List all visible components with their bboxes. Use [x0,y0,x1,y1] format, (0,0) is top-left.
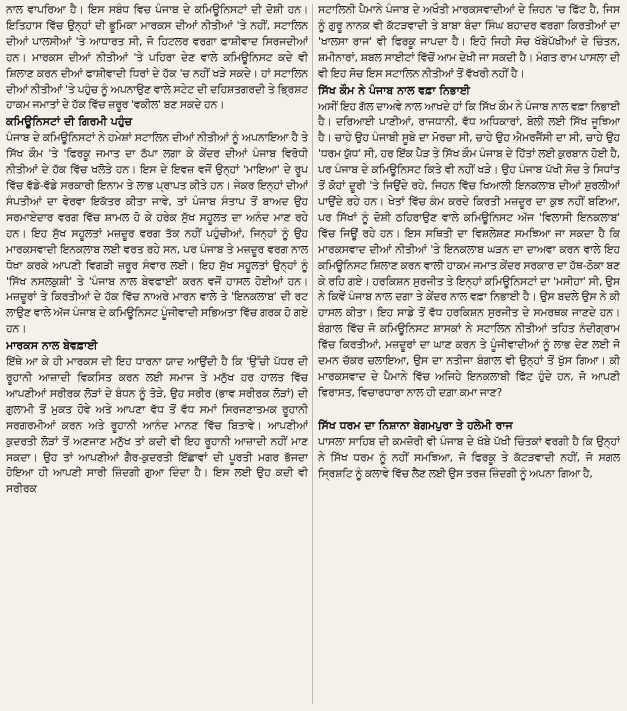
right-paragraph-3: ਪਾਸਲਾ ਸਾਹਿਬ ਦੀ ਕਮਜ਼ੋਰੀ ਵੀ ਪੰਜਾਬ ਦੇ ਖੱਬੇ ਪੱਖੀ ਚਿੰਤਕਾਂ ਵਰਗੀ ਹੈ ਕਿ ਉਨ੍ਹਾਂ ਨੇ ਸਿੱਖ ਧਰਮ ਨੂੰ ਨਹੀਂ ਸਮਝਿਆ, ਜੋ ਫਿਰਕੂ ਤੇ ਕੱਟੜਵਾਦੀ ਨਹੀਂ, ਜੋ ਸਗਲ ਸ੍ਰਿਸ਼ਟਿ ਨੂੰ ਕਲਾਵੇ ਵਿੱਚ ਲੈਣ ਲਈ ਉਸ ਤਰਜ਼ ਜ਼ਿੰਦਗੀ ਨੂੰ ਅਪਨਾ ਗਿਆ ਹੈ, [318,434,620,480]
left-column [6,2,308,711]
left-paragraph-2: ਪੰਜਾਬ ਦੇ ਕਮਿਊਨਿਸਟਾਂ ਨੇ ਹਮੇਸ਼ਾਂ ਸਟਾਲਿਨ ਦੀਆਂ ਨੀਤੀਆਂ ਨੂੰ ਅਪਨਾਇਆ ਹੈ ਤੇ ਸਿੱਖ ਕੌਮ 'ਤੇ 'ਫਿਰਕੂ ਜਮਾਤ ਦਾ ਠੱਪਾ ਲਗਾ ਕੇ ਕੇਂਦਰ ਦੀਆਂ ਪੰਜਾਬ ਵਿਰੋਧੀ ਨੀਤੀਆਂ ਦੇ ਹੱਕ ਵਿੱਚ ਖਲੋਤੇ ਹਨ। ਇਸ ਦੇ ਇਵਜ਼ ਵਜੋਂ ਉਨ੍ਹਾਂ 'ਮਾਇਆ' ਦੇ ਰੂਪ ਵਿੱਚ ਵੱਡੇ-ਵੱਡੇ ਸਰਕਾਰੀ ਇਨਾਮ ਤੇ ਲਾਭ ਪ੍ਰਾਪਤ ਕੀਤੇ ਹਨ। ਜੇਕਰ ਇਨ੍ਹਾਂ ਦੀਆਂ ਸੰਪਤੀਆਂ ਦਾ ਵੇਰਵਾ ਇਕੱਤਰ ਕੀਤਾ ਜਾਵੇ, ਤਾਂ ਪੰਜਾਬ ਸੰਤਾਪ ਤੋਂ ਬਾਅਦ ਉਹ ਸਰਮਾਏਦਾਰ ਵਰਗ ਵਿੱਚ ਸ਼ਾਮਲ ਹੋ ਕੇ ਹਰੇਕ ਸੁੱਖ ਸਹੂਲਤ ਦਾ ਅਨੰਦ ਮਾਣ ਰਹੇ ਹਨ। ਇਹ ਸੁੱਖ ਸਹੂਲਤਾਂ ਮਜ਼ਦੂਰ ਵਰਗ ਤੱਕ ਨਹੀਂ ਪਹੁੰਚੀਆਂ, ਜਿਨ੍ਹਾਂ ਨੂੰ ਉਹ ਮਾਰਕਸਵਾਦੀ ਇਨਕਲਾਬ ਲਈ ਵਰਤ ਰਹੇ ਸਨ, ਪਰ ਪੰਜਾਬ ਤੇ ਮਜ਼ਦੂਰ ਵਰਗ ਨਾਲ ਧੋਖਾ ਕਰਕੇ ਆਪਣੀ ਵਿਗੜੀ ਜ਼ਰੂਰ ਸੰਵਾਰ ਲਈ। ਇਹ ਸੁੱਖ ਸਹੂਲਤਾਂ ਉਨ੍ਹਾਂ ਨੂੰ 'ਸਿੱਖ ਨਸਲਕੁਸ਼ੀ' ਤੇ 'ਪੰਜਾਬ ਨਾਲ ਬੇਵਫਾਈ' ਕਰਨ ਵਜੋਂ ਹਾਸਲ ਹੋਈਆਂ ਹਨ। ਮਜ਼ਦੂਰਾਂ ਤੇ ਕਿਰਤੀਆਂ ਦੇ ਹੱਕ ਵਿੱਚ ਨਾਅਰੇ ਮਾਰਨ ਵਾਲੇ ਤੇ 'ਇਨਕਲਾਬ' ਦੀ ਰਟ ਲਾਉਣ ਵਾਲੇ ਅੱਜ ਪੰਜਾਬ ਦੇ ਕਮਿਊਨਿਸਟ ਪੂੰਜੀਵਾਦੀ ਸਭਿਅਤਾ ਵਿੱਚ ਗਰਕ ਹੋ ਗਏ ਹਨ। [6,131,308,336]
right-column [318,2,620,711]
right-heading-3: ਸਿੱਖ ਧਰਮ ਦਾ ਨਿਸ਼ਾਨਾ ਬੇਗਮਪੁਰਾ ਤੇ ਹਲੇਮੀ ਰਾਜ [318,418,513,432]
right-heading-2: ਸਿੱਖ ਕੌਮ ਨੇ ਪੰਜਾਬ ਨਾਲ ਵਫ਼ਾ ਨਿਭਾਈ [318,83,470,97]
left-paragraph-1: ਨਾਲ ਵਾਪਰਿਆ ਹੈ। ਇਸ ਸਬੰਧ ਵਿਚ ਪੰਜਾਬ ਦੇ ਕਮਿਊਨਿਸਟਾਂ ਦੀ ਦੋਸ਼ੀ ਹਨ। ਇਤਿਹਾਸ ਵਿੱਚ ਉਨ੍ਹਾਂ ਦੀ ਭੂਮਿਕਾ ਮਾਰਕਸ ਦੀਆਂ ਨੀਤੀਆਂ 'ਤੇ ਨਹੀਂ, ਸਟਾਲਿਨ ਦੀਆਂ ਪਾਲਸੀਆਂ 'ਤੇ ਆਧਾਰਤ ਸੀ, ਜੋ ਹਿਟਲਰ ਵਰਗਾ ਫਾਸ਼ੀਵਾਦ ਸਿਰਜਦੀਆਂ ਹਨ। ਮਾਰਕਸ ਦੀਆਂ ਨੀਤੀਆਂ 'ਤੇ ਪਹਿਰਾ ਦੇਣ ਵਾਲੇ ਕਮਿਊਨਿਸਟ ਕਦੇ ਵੀ ਸ਼ਿਲਾਣ ਕਰਨ ਦੀਆਂ ਫਾਸ਼ੀਵਾਦੀ ਧਿਰਾਂ ਦੇ ਹੱਕ 'ਚ ਨਹੀਂ ਖੜੇ ਸਕਦੇ। ਹਾਂ ਸਟਾਲਿਨ ਦੀਆਂ ਨੀਤੀਆਂ 'ਤੇ ਪਹੁੰਚ ਨੂੰ ਅਪਨਾਉਣ ਵਾਲੇ ਸਟੇਟ ਦੀ ਦਹਿਸ਼ਤਗਰਦੀ ਤੇ ਭ੍ਰਿਸ਼ਟ ਹਾਕਮ ਜਮਾਤਾਂ ਦੇ ਹੱਕ ਵਿੱਚ ਜ਼ਰੂਰ 'ਵਕੀਲ' ਬਣ ਸਕਦੇ ਹਨ। [6,3,308,112]
right-paragraph-2: ਅਸੀਂ ਇਹ ਗੱਲ ਦਾਅਵੇ ਨਾਲ ਆਖਦੇ ਹਾਂ ਕਿ ਸਿੱਖ ਕੌਮ ਨੇ ਪੰਜਾਬ ਨਾਲ ਵਫ਼ਾ ਨਿਭਾਈ ਹੈ। ਦਰਿਆਈ ਪਾਣੀਆਂ, ਰਾਜਧਾਨੀ, ਵੱਧ ਅਧਿਕਾਰਾਂ, ਬੋਲੀ ਲਈ ਸਿੱਖ ਜੂਝਿਆ ਹੈ। ਚਾਹੇ ਉਹ ਪੰਜਾਬੀ ਸੂਬੇ ਦਾ ਮੋਰਚਾ ਸੀ, ਚਾਹੇ ਉਹ ਐਮਰਜੈਂਸੀ ਦਾ ਸੀ, ਚਾਹੇ ਉਹ 'ਧਰਮ ਯੁੱਧ' ਸੀ, ਹਰ ਇੱਕ ਪੈੜ ਤੇ ਸਿੱਖ ਕੌਮ ਪੰਜਾਬ ਦੇ ਹਿੱਤਾਂ ਲਈ ਕੁਰਬਾਨ ਹੋਈ ਹੈ, ਪਰ ਪੰਜਾਬ ਦੇ ਕਮਿਊਨਿਸਟ ਕਿਤੇ ਵੀ ਨਹੀਂ ਖੜੇ। ਉਹ ਪੰਜਾਬ ਪੱਖੀ ਸੋਚ ਤੇ ਸਿਧਾਂਤ ਤੋਂ ਕੋਹਾਂ ਦੂਰੀ 'ਤੇ ਜਿਉਂਦੇ ਰਹੇ, ਜਿਹਨ ਵਿੱਚ ਖਿਆਲੀ ਇਨਕਲਾਬ ਦੀਆਂ ਸ਼ੁਰਲੀਆਂ ਪਾਉਂਦੇ ਰਹੇ ਹਨ। ਖੇਤਾਂ ਵਿੱਚ ਕੰਮ ਕਰਦੇ ਕਿਰਤੀ ਮਜ਼ਦੂਰ ਦਾ ਕੁਝ ਨਹੀਂ ਬਣਿਆ, ਪਰ ਸਿੱਖਾਂ ਨੂੰ ਦੋਸ਼ੀ ਠਹਿਰਾਉਣ ਵਾਲੇ ਕਮਿਊਨਿਸਟ ਅੱਜ 'ਵਿਲਾਸੀ ਇਨਕਲਾਬ' ਵਿੱਚ ਜਿਊਂ ਰਹੇ ਹਨ। ਇਸ ਸਥਿਤੀ ਦਾ ਵਿਸ਼ਲੇਸ਼ਣ ਸਮਝਿਆ ਜਾ ਸਕਦਾ ਹੈ ਕਿ ਮਾਰਕਸਵਾਦ ਦੀਆਂ ਨੀਤੀਆਂ 'ਤੇ ਇਨਕਲਾਬ ਘੜਨ ਦਾ ਦਾਅਵਾ ਕਰਨ ਵਾਲੇ ਇਹ ਕਮਿਊਨਿਸਟ ਸ਼ਿਲਾਣ ਕਰਨ ਵਾਲੀ ਹਾਕਮ ਜਮਾਤ ਕੇਂਦਰ ਸਰਕਾਰ ਦਾ ਹੱਥ-ਠੋਕਾ ਬਣ ਕੇ ਰਹਿ ਗਏ। ਹਰਕਿਸ਼ਨ ਸੁਰਜੀਤ ਤੇ ਇਨ੍ਹਾਂ ਕਮਿਊਨਿਸਟਾਂ ਦਾ 'ਮਸੀਹਾ' ਸੀ, ਉਸ ਨੇ ਕਿਵੇਂ ਪੰਜਾਬ ਨਾਲ ਦਗਾ ਤੇ ਕੇਂਦਰ ਨਾਲ ਵਫ਼ਾ ਨਿਭਾਈ ਹੈ। ਉਸ ਬਦਲੇ ਉਸ ਨੇ ਕੀ ਹਾਸਲ ਕੀਤਾ। ਇਹ ਸਾਡੇ ਤੋਂ ਵੱਧ ਹਰਕਿਸ਼ਨ ਸੁਰਜੀਤ ਦੇ ਸਮਰਥਕ ਜਾਣਦੇ ਹਨ। ਬੰਗਾਲ ਵਿੱਚ ਜੋ ਕਮਿਊਨਿਸਟ ਸ਼ਾਸਕਾਂ ਨੇ ਸਟਾਲਿਨ ਨੀਤੀਆਂ ਤਹਿਤ ਨੰਦੀਗ੍ਰਾਮ ਵਿੱਚ ਕਿਰਤੀਆਂ, ਮਜ਼ਦੂਰਾਂ ਦਾ ਘਾਣ ਕਰਨ ਤੇ ਪੂੰਜੀਵਾਦੀਆਂ ਨੂੰ ਲਾਭ ਦੇਣ ਲਈ ਜੋ ਦਮਨ ਚੱਕਰ ਚਲਾਇਆ, ਉਸ ਦਾ ਨਤੀਜਾ ਬੰਗਾਲ ਵੀ ਉਨ੍ਹਾਂ ਤੋਂ ਖੁੱਸ ਗਿਆ। ਕੀ ਮਾਰਕਸਵਾਦ ਦੇ ਪੈਮਾਨੇ ਵਿੱਚ ਅਜਿਹੇ ਇਨਕਲਾਬੀ ਫਿੱਟ ਹੁੰਦੇ ਹਨ, ਜੋ ਆਪਣੀ ਵਿਰਾਸਤ, ਵਿਚਾਰਧਾਰਾ ਨਾਲ ਹੀ ਦਗ਼ਾ ਕਮਾ ਜਾਣ? [318,99,620,399]
left-heading-2: ਕਮਿਊਨਿਸਟਾਂ ਦੀ ਗਿਰਮੀ ਪਹੁੰਚ [6,115,133,129]
right-paragraph-1: ਸਟਾਲਿਨੀ ਪੈਮਾਨੇ ਪੰਜਾਬ ਦੇ ਅਖੌਤੀ ਮਾਰਕਸਵਾਦੀਆਂ ਦੇ ਜ਼ਿਹਨ 'ਚ ਫਿੱਟ ਹੈ, ਜਿਸ ਨੂੰ ਗੁਰੂ ਨਾਨਕ ਵੀ ਕੱਟੜਵਾਦੀ ਤੇ ਬਾਬਾ ਬੰਦਾ ਸਿੰਘ ਬਹਾਦਰ ਵਰਗਾ ਕਿਰਤੀਆਂ ਦਾ 'ਖਾਲਸਾ ਰਾਜ' ਵੀ ਫਿਰਕੂ ਜਾਪਦਾ ਹੈ। ਇਹੋ ਜਿਹੀ ਸੋਚ ਖੱਬੇਪੱਖੀਆਂ ਦੇ ਚਿੰਤਨ, ਸ਼ਮੀਨਾਰਾਂ, ਸ਼ਬਲ ਸਾਈਟਾਂ ਵਿੱਚੋਂ ਆਮ ਦੇਖੀ ਜਾ ਸਕਦੀ ਹੈ। ਮੰਗਤ ਰਾਮ ਪਾਸਲਾ ਦੀ ਵੀ ਇਹ ਸੋਚ ਇਸ ਸਟਾਲਿਨ ਨੀਤੀਆਂ ਤੋਂ ਵੱਖਰੀ ਨਹੀਂ ਹੈ। [318,3,620,80]
left-paragraph-3: ਇੱਥੇ ਆ ਕੇ ਹੀ ਮਾਰਕਸ ਦੀ ਇਹ ਧਾਰਨਾ ਯਾਦ ਆਉਂਦੀ ਹੈ ਕਿ 'ਉੱਚੀ ਪੱਧਰ ਦੀ ਰੂਹਾਨੀ ਆਜ਼ਾਦੀ ਵਿਕਸਿਤ ਕਰਨ ਲਈ ਸਮਾਜ ਤੇ ਮਨੁੱਖ ਹਰ ਹਾਲਤ ਵਿੱਚ ਆਪਣੀਆਂ ਸਰੀਰਕ ਲੋੜਾਂ ਦੇ ਬੰਧਨ ਨੂੰ ਤੋੜੇ, ਉਹ ਸਰੀਰ (ਭਾਵ ਸਰੀਰਕ ਲੋੜਾਂ) ਦੀ ਗੁਲਾਮੀ ਤੋਂ ਮੁਕਤ ਹੋਵੇ ਅਤੇ ਆਪਣਾ ਵੱਧ ਤੋਂ ਵੱਧ ਸਮਾਂ ਸਿਰਜਣਾਤਮਕ ਰੂਹਾਨੀ ਸਰਗਰਮੀਆਂ ਕਰਨ ਅਤੇ ਰੂਹਾਨੀ ਆਨੰਦ ਮਾਨਣ ਵਿੱਚ ਬਿਤਾਵੇ। ਆਪਣੀਆਂ ਕੁਦਰਤੀ ਲੋੜਾਂ ਤੋਂ ਅਣਜਾਣ ਮਨੁੱਖ ਤਾਂ ਕਦੀ ਵੀ ਇਹ ਰੂਹਾਨੀ ਆਜ਼ਾਦੀ ਨਹੀਂ ਮਾਣ ਸਕਦਾ। ਉਹ ਤਾਂ ਆਪਣੀਆਂ ਗੈਰ-ਕੁਦਰਤੀ ਇੱਛਾਵਾਂ ਦੀ ਪੂਰਤੀ ਮਗਰ ਭੱਜਦਾ ਹੋਇਆ ਹੀ ਆਪਣੀ ਸਾਰੀ ਜ਼ਿੰਦਗੀ ਗੁਆ ਦਿੰਦਾ ਹੈ। ਇਸ ਲਈ ਉਹ ਕਦੀ ਵੀ ਸਰੀਰਕ [6,355,308,496]
left-heading-3: ਮਾਰਕਸ ਨਾਲ ਬੇਵਫ਼ਾਈ [6,339,98,353]
paragraph-gap [318,401,620,417]
column-divider [312,4,313,704]
